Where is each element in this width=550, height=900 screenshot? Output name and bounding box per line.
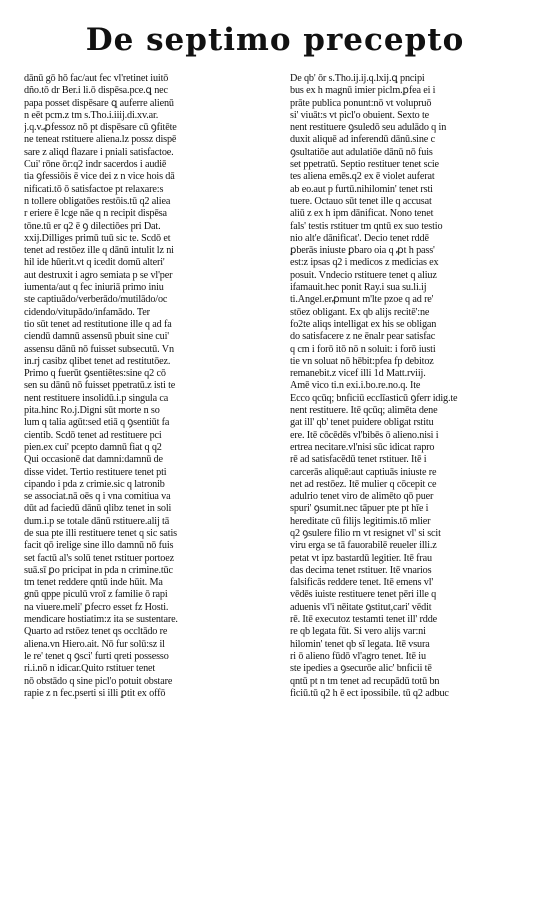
text-line: re qb legata fūt. Si vero alijs var:ni <box>290 626 426 638</box>
text-line: Qui occasionē dat damni:damnū de <box>24 454 163 466</box>
text-line: r eriere ē lcge nāe q n recipit dispēsa <box>24 208 167 220</box>
text-line: hereditate cū filijs legitimis.tō mlier <box>290 515 431 527</box>
text-line: tia ꝯfessiōis ē vice dei z n vice hois dā <box>24 171 175 183</box>
text-line: n tollere obligatōes restōis.tū q2 aliea <box>24 195 171 207</box>
text-line: iumenta/aut q fec iniuriā primo iniu <box>24 282 164 294</box>
text-line: ifamauit.hec ponit Ray.i sua su.li.ij <box>290 282 427 294</box>
text-line: q2 ꝯsulere filio rn vt resignet vl' si scit <box>290 527 441 539</box>
text-line: prāte publica ponunt:nō vt volupruō <box>290 97 432 109</box>
left-column <box>24 73 276 873</box>
text-line: n eēt pcm.z tm s.Tho.i.iiij.di.xv.ar. <box>24 109 159 121</box>
text-line: est:z ipsas q2 i medicos z medicias ex <box>290 257 439 269</box>
text-line: facit qō irelige sine illo damnū nō fuis <box>24 540 174 552</box>
text-line: ti.Angel.erꝓmunt m'lte pzoe q ad re' <box>290 294 434 306</box>
text-line: pita.hinc Ro.j.Digni sūt morte n so <box>24 405 160 417</box>
text-line: ab eo.aut p furtū.nihilomin' tenet rsti <box>290 183 433 195</box>
text-line: aliena.vn Hiero.ait. Nō fur solū:sz il <box>24 638 165 650</box>
text-line: xxij.Dilliges primū tuū sic te. Scdō et <box>24 232 171 244</box>
text-line: aduenis vl'i nēitate ꝯstitut,cari' vēdit <box>290 601 432 613</box>
text-line: ri ō alieno fūdō vl'agro tenet. Itē iu <box>290 650 426 662</box>
running-head: De septimo precepto <box>85 22 465 58</box>
text-line: na viuere.meli' ꝑfecro esset fz Hosti. <box>24 601 169 613</box>
text-line: ciendū damnū assensū pbuit sine cui' <box>24 331 169 343</box>
text-line: set factū al's solū tenet rstituer portoez <box>24 552 174 564</box>
text-line: qntū pt n tm tenet ad recupādū totū bn <box>290 675 440 687</box>
text-line: ertrea necitare.vl'nisi sūc idicat rapro <box>290 441 435 453</box>
text-line: spuri' ꝯsumit.nec tāpuer pte pt hīe i <box>290 503 429 515</box>
text-line: Quarto ad rstōez tenet qs occltādo re <box>24 626 168 638</box>
text-line: aut destruxit i agro semiata p se vl'per <box>24 269 173 281</box>
text-line: ri.i.nō n idicar.Quito rstituer tenet <box>24 663 156 675</box>
text-line: duxit aliquē ad inferendū dānū.sine c <box>290 134 435 146</box>
text-line: do satisfacere z ne ēnalr pear satisfac <box>290 331 436 343</box>
text-line: ste ipedies a ꝯsecurōe alic' bnficii tē <box>290 663 432 675</box>
text-line: remanebit.z vicef illi 1d Matt.rviij. <box>290 368 426 380</box>
text-line: assensu dānū nō fuisset subsecutū. Vn <box>24 343 174 355</box>
text-line: nio alt'e dānificat'. Decio tenet rddē <box>290 232 429 244</box>
text-line: disse videt. Tertio restituere tenet pti <box>24 466 167 478</box>
text-line: ere. Itē cōcēdēs vl'bibēs ō alieno.nisi i <box>290 429 439 441</box>
text-line: gnū qppe piculū vroī z familie ō rapi <box>24 589 168 601</box>
text-line: se associat.nā oēs q i vna comitiua va <box>24 491 171 503</box>
text-line: vēdēs iuiste restituere tenet pēri ille q <box>290 589 437 601</box>
text-line: dānū gō hō fac/aut fec vl'retinet iuitō <box>24 73 169 84</box>
text-line: lum q talia agūt:sed etiā q ꝯsentiūt fa <box>24 417 170 429</box>
text-line: q cm i forō itō nō n soluit: i forō iusti <box>290 343 436 355</box>
text-line: nō obstādo q sine picl'o potuit obstare <box>24 675 173 687</box>
text-line: pien.ex cui' pcepto damnū fiat q q2 <box>24 441 162 453</box>
text-line: falsificās reddere tenet. Itē emens vl' <box>290 577 434 589</box>
text-line: sare z aliqd flazare i pniali satisfactoe. <box>24 146 174 158</box>
text-line: Cui' rōne ōr:q2 indr sacerdos i audiē <box>24 159 167 171</box>
text-line: gat ill' qb' tenet puidere obligat rstitu <box>290 417 434 429</box>
text-line: dño.tō dr Ber.i li.ō dispēsa.pce.ꝗ nec <box>24 85 168 97</box>
text-line: le re' tenet q ꝯsci' furti qreti possesso <box>24 650 169 662</box>
text-line: dum.i.p se totale dānū rstituere.alij tā <box>24 515 170 527</box>
text-line: cientib. Scdō tenet ad restituere pci <box>24 429 162 441</box>
text-line: ꝑberās iniuste ꝑbaro oia q ꝓt h pass' <box>290 245 435 257</box>
text-line: tuere. Octauo sūt tenet ille q accusat <box>290 195 432 207</box>
text-line: hilomin' tenet qb sī legata. Itē vsura <box>290 638 430 650</box>
text-line: de sua pte illi restituere tenet q sic satis <box>24 527 177 539</box>
text-line: mendicare hostiatim:z ita se sustentare. <box>24 614 178 626</box>
text-line: ficiū.tū q2 h ē ect ipossibile. tū q2 adbuc <box>290 687 449 699</box>
text-line: cidendo/vitupādo/infamādo. Ter <box>24 306 150 318</box>
text-line: rapie z n fec.pserti si illi ꝑtit ex offō <box>24 687 166 699</box>
text-line: net ad restōez. Itē mulier q cōcepit ce <box>290 478 437 490</box>
text-line: fo2te aliqs intelligat ex his se obligan <box>290 318 437 330</box>
text-line: hil ide hūerit.vt q icedit domū alteri' <box>24 257 165 269</box>
text-line: carcerās aliquē:aut captiuās iniuste re <box>290 466 437 478</box>
text-line: tio sūt tenet ad restitutione ille q ad fa <box>24 318 172 330</box>
text-line: dūt ad faciedū dānū qlibz tenet in soli <box>24 503 172 515</box>
text-line: rē ad satisfacēdū tenet rstituer. Itē i <box>290 454 427 466</box>
text-line: petat vt ipz bastardū legitier. Itē frau <box>290 552 432 564</box>
text-line: rē. Itē executoz testamti tenet ill' rdde <box>290 614 438 626</box>
right-column <box>290 73 542 873</box>
text-line: papa posset dispēsare ꝗ auferre alienū <box>24 97 174 109</box>
text-line: stōez obligant. Ex qb alijs recitē':ne <box>290 306 430 318</box>
text-line: tōne.tū er q2 ē ꝯ dilectiōes pri Dat. <box>24 220 161 232</box>
text-line: De qb' ōr s.Tho.ij.ij.q.lxij.ꝗ pncipi <box>290 73 425 84</box>
text-line: ste captiuādo/verberādo/mutilādo/oc <box>24 294 168 306</box>
text-line: j.q.v.ꝓfessoz nō pt dispēsare cū ꝯfitēte <box>24 122 177 134</box>
text-line: Ecco qcūq; bnficiū ecclīasticū ꝯferr idig.te <box>290 392 458 404</box>
text-line: fals' testis rstituer tm qntū ex suo testio <box>290 220 443 232</box>
text-line: nent restituere ꝯsuledō seu adulādo q in <box>290 122 447 134</box>
text-line: tes aliena emēs.q2 ex ē violet auferat <box>290 171 435 183</box>
text-line: nificati.tō ō satisfactoe pt relaxare:s <box>24 183 164 195</box>
text-line: nent restituere insolidū.i.p singula ca <box>24 392 169 404</box>
text-line: set ppetratū. Septio restituer tenet scie <box>290 159 439 171</box>
text-line: si' viuāt:s vt picl'o obuient. Sexto te <box>290 109 430 121</box>
text-line: tie vn soluat nō hēbit:pfea fp debitoz <box>290 355 434 367</box>
text-line: sen su dānū nō fuisset ppetratū.z isti te <box>24 380 176 392</box>
text-line: bus ex h magnū imier piclm.ꝑfea ei i <box>290 85 436 97</box>
text-line: tenet ad restōez ille q dānū intulit lz ni <box>24 245 174 257</box>
text-line: Amē vico ti.n exi.i.bo.re.no.q. Ite <box>290 380 421 392</box>
text-line: in.rj casibz qlibet tenet ad restitutōez. <box>24 355 171 367</box>
text-line: ꝯsultatiōe aut adulatiōe dānū nō fuis <box>290 146 433 158</box>
text-line: posuit. Vndecio rstituere tenet q aliuz <box>290 269 437 281</box>
text-line: tm tenet reddere qntū inde hūit. Ma <box>24 577 163 589</box>
text-line: viru erga se tā fauorabilē reueler illi.z <box>290 540 437 552</box>
text-line: suā.sī ꝑo pricipat in pda n crimine.tūc <box>24 564 173 576</box>
text-line: cipando i pda z crimie.sic q latronib <box>24 478 165 490</box>
text-line: adulrio tenet viro de alimēto qō puer <box>290 491 434 503</box>
text-line: das decima tenet rstituer. Itē vnarios <box>290 564 432 576</box>
text-line: Primo q fuerūt ꝯsentiētes:sine q2 cō <box>24 368 166 380</box>
text-line: ne teneat rstituere aliena.lz possz dispē <box>24 134 177 146</box>
text-line: aliū z ex h ipm dānificat. Nono tenet <box>290 208 434 220</box>
text-line: nent restituere. Itē qcūq; alimēta dene <box>290 405 438 417</box>
